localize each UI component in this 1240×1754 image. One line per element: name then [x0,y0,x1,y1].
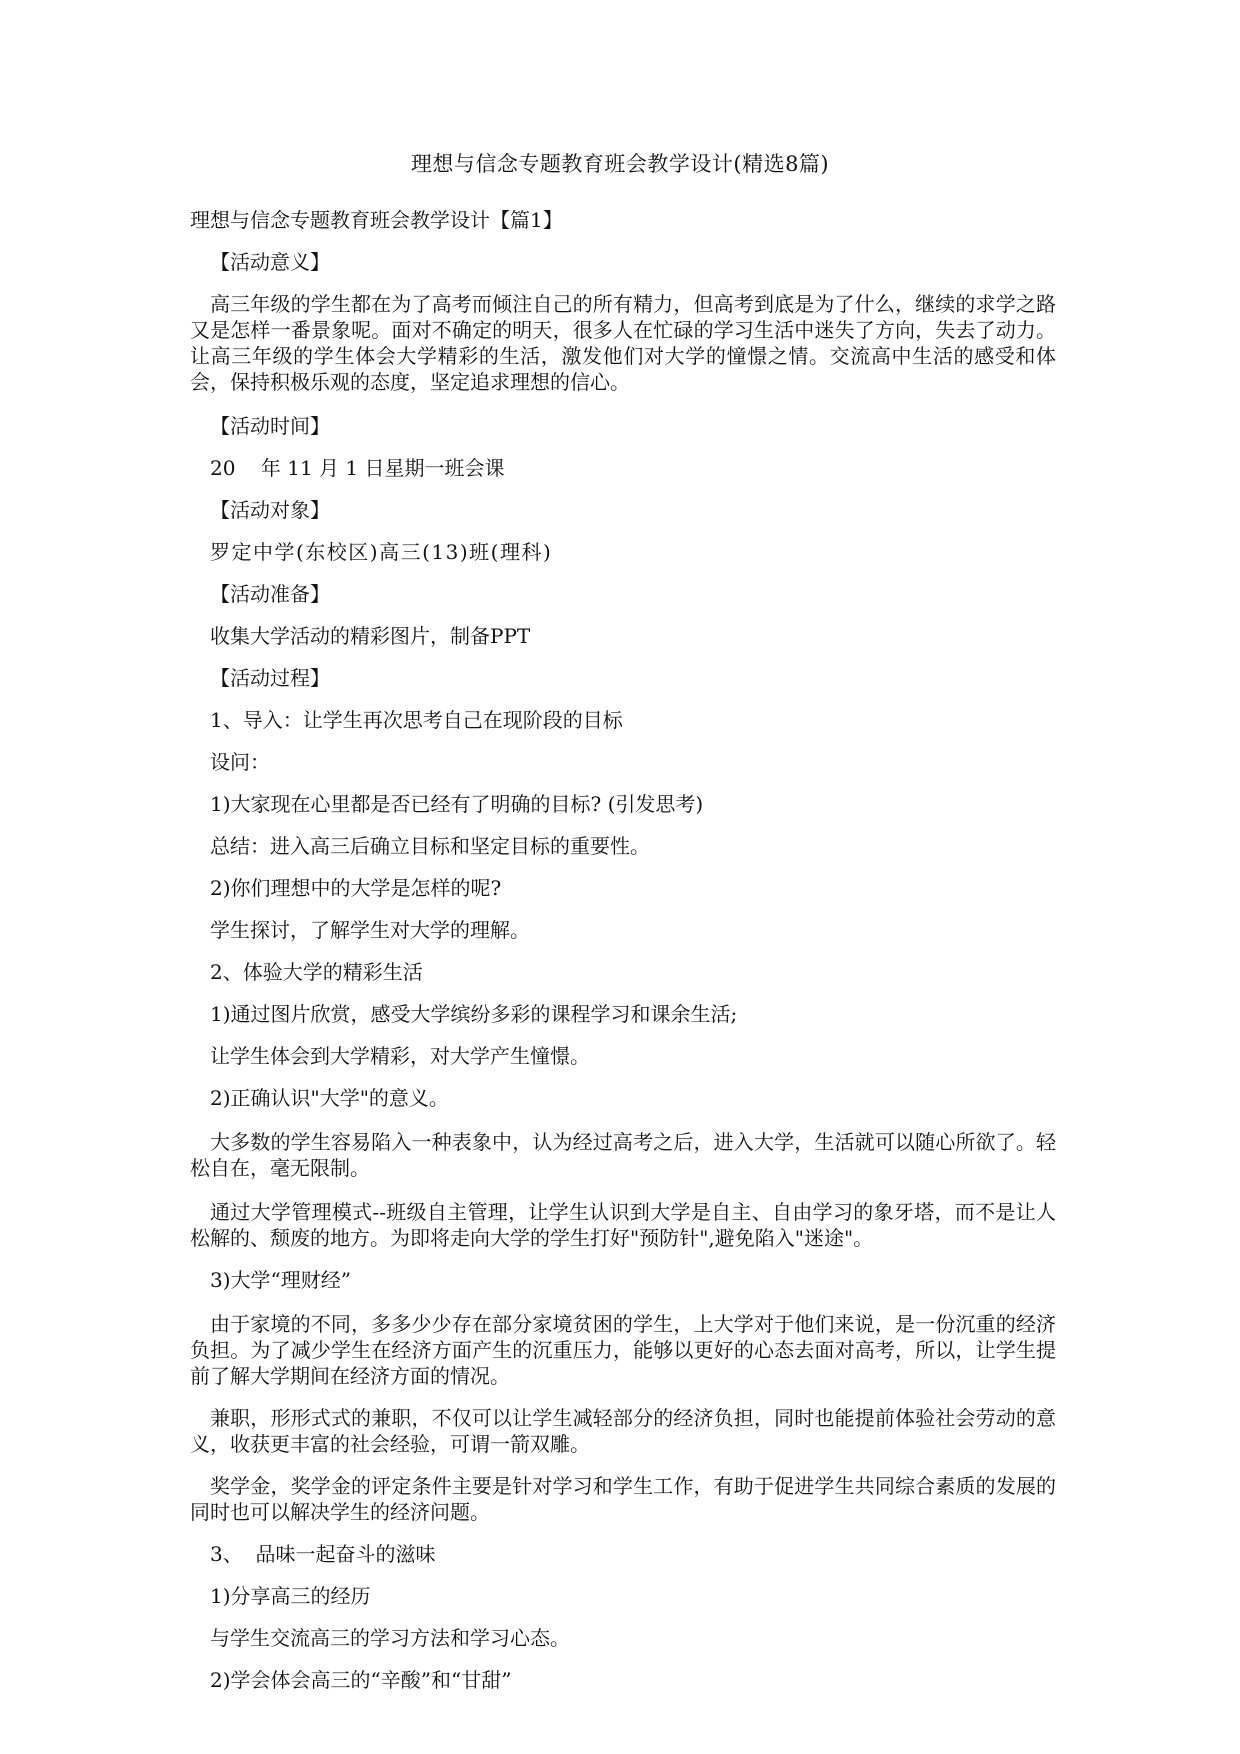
process-question-label: 设问： [210,750,270,774]
process-item-share: 1)分享高三的经历 [210,1584,371,1608]
paragraph-activity-meaning: 高三年级的学生都在为了高考而倾注自己的所有精力，但高考到底是为了什么，继续的求学之路又是怎样一番景象呢。面对不确定的明天，很多人在忙碌的学习生活中迷失了方向，失去了动力。让高三年级的学生体会大学精彩的生活，激发他们对大学的憧憬之情。交流高中生活的感受和体会，保持积极乐观的态度，坚定追求理想的信心。 [190,292,1056,394]
activity-prep-text: 收集大学活动的精彩图片，制备PPT [210,624,531,648]
paragraph-misconception: 大多数的学生容易陷入一种表象中，认为经过高考之后，进入大学，生活就可以随心所欲了。轻松自在，毫无限制。 [190,1130,1056,1180]
process-item-finance: 3)大学“理财经” [210,1268,351,1292]
activity-time-text: 20 年 11 月 1 日星期一班会课 [210,456,505,480]
paragraph-management: 通过大学管理模式--班级自主管理，让学生认识到大学是自主、自由学习的象牙塔，而不是让人松解的、颓废的地方。为即将走向大学的学生打好"预防针",避免陷入"迷途"。 [190,1200,1056,1250]
paragraph-finance: 由于家境的不同，多多少少存在部分家境贫困的学生，上大学对于他们来说，是一份沉重的经济负担。为了减少学生在经济方面产生的沉重压力，能够以更好的心态去面对高考，所以，让学生提前了解大学期间在经济方面的情况。 [190,1312,1056,1388]
process-step-intro: 1、导入：让学生再次思考自己在现阶段的目标 [210,708,623,732]
heading-activity-meaning: 【活动意义】 [210,250,330,274]
paragraph-scholarship: 奖学金，奖学金的评定条件主要是针对学习和学生工作，有助于促进学生共同综合素质的发展的同时也可以解决学生的经济问题。 [190,1474,1056,1524]
process-discussion: 学生探讨，了解学生对大学的理解。 [210,918,530,942]
process-summary: 总结：进入高三后确立目标和坚定目标的重要性。 [210,834,650,858]
process-step-struggle: 3、 品味一起奋斗的滋味 [210,1542,436,1566]
heading-activity-process: 【活动过程】 [210,666,330,690]
process-item-feel: 让学生体会到大学精彩，对大学产生憧憬。 [210,1044,590,1068]
process-item-exchange: 与学生交流高三的学习方法和学习心态。 [210,1626,570,1650]
heading-activity-time: 【活动时间】 [210,414,330,438]
section-title: 理想与信念专题教育班会教学设计【篇1】 [190,208,563,232]
activity-target-text: 罗定中学(东校区)高三(13)班(理科) [210,540,553,564]
process-step-experience: 2、体验大学的精彩生活 [210,960,423,984]
process-question-1: 1)大家现在心里都是否已经有了明确的目标? (引发思考) [210,792,704,816]
process-item-meaning: 2)正确认识"大学"的意义。 [210,1086,449,1110]
document-title: 理想与信念专题教育班会教学设计(精选8篇) [410,152,830,176]
heading-activity-prep: 【活动准备】 [210,582,330,606]
process-question-2: 2)你们理想中的大学是怎样的呢? [210,876,502,900]
heading-activity-target: 【活动对象】 [210,498,330,522]
document-body [190,205,1056,1709]
process-item-pictures: 1)通过图片欣赏，感受大学缤纷多彩的课程学习和课余生活; [210,1002,738,1026]
process-item-bitter-sweet: 2)学会体会高三的“辛酸”和“甘甜” [210,1668,512,1692]
paragraph-part-time: 兼职，形形式式的兼职，不仅可以让学生减轻部分的经济负担，同时也能提前体验社会劳动的意义，收获更丰富的社会经验，可谓一箭双雕。 [190,1406,1056,1456]
